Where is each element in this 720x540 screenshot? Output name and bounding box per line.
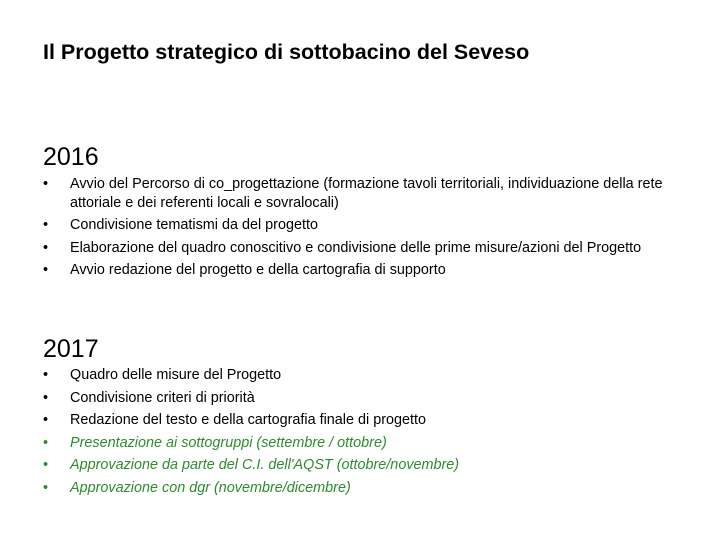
year-heading-2016: 2016 xyxy=(43,143,99,171)
list-item-text: Condivisione tematismi da del progetto xyxy=(70,217,318,233)
list-item-text: Approvazione con dgr (novembre/dicembre) xyxy=(70,479,351,496)
list-item xyxy=(43,411,708,430)
list-item-text: Approvazione da parte del C.I. dell'AQST (ottobre/novembre) xyxy=(70,457,460,473)
bullet-list-2016 xyxy=(43,175,708,284)
list-item-text: Avvio redazione del progetto e della cartografia di supporto xyxy=(70,262,446,278)
list-item xyxy=(43,366,708,385)
list-item-text: Quadro delle misure del Progetto xyxy=(70,367,282,383)
list-item-text: Redazione del testo e della cartografia finale di progetto xyxy=(70,412,426,428)
bullet-icon: • xyxy=(43,176,49,192)
bullet-icon: • xyxy=(43,262,49,278)
list-item-text: Avvio del Percorso di co_progettazione (formazione tavoli territoriali, individuazione della rete attoriale e dei referenti locali e sovralocali) xyxy=(70,176,663,211)
bullet-icon: • xyxy=(43,457,49,473)
list-item-highlighted xyxy=(43,434,708,453)
list-item-text: Presentazione ai sottogruppi (settembre / ottobre) xyxy=(70,434,387,451)
list-item xyxy=(43,175,708,212)
list-item xyxy=(43,389,708,408)
slide-title: Il Progetto strategico di sottobacino del Seveso xyxy=(43,40,530,64)
bullet-icon: • xyxy=(43,412,49,428)
year-heading-2017: 2017 xyxy=(43,335,99,363)
list-item-highlighted xyxy=(43,479,708,498)
list-item xyxy=(43,216,708,235)
list-item-highlighted xyxy=(43,456,708,475)
bullet-icon: • xyxy=(43,217,49,233)
bullet-icon: • xyxy=(43,239,49,256)
list-item xyxy=(43,239,708,258)
bullet-icon: • xyxy=(43,367,49,383)
list-item-text: Elaborazione del quadro conoscitivo e condivisione delle prime misure/azioni del Progetto xyxy=(70,239,642,256)
bullet-list-2017 xyxy=(43,366,708,501)
bullet-icon: • xyxy=(43,389,49,406)
list-item-text: Condivisione criteri di priorità xyxy=(70,389,255,406)
bullet-icon: • xyxy=(43,434,49,451)
list-item xyxy=(43,261,708,280)
bullet-icon: • xyxy=(43,479,49,496)
